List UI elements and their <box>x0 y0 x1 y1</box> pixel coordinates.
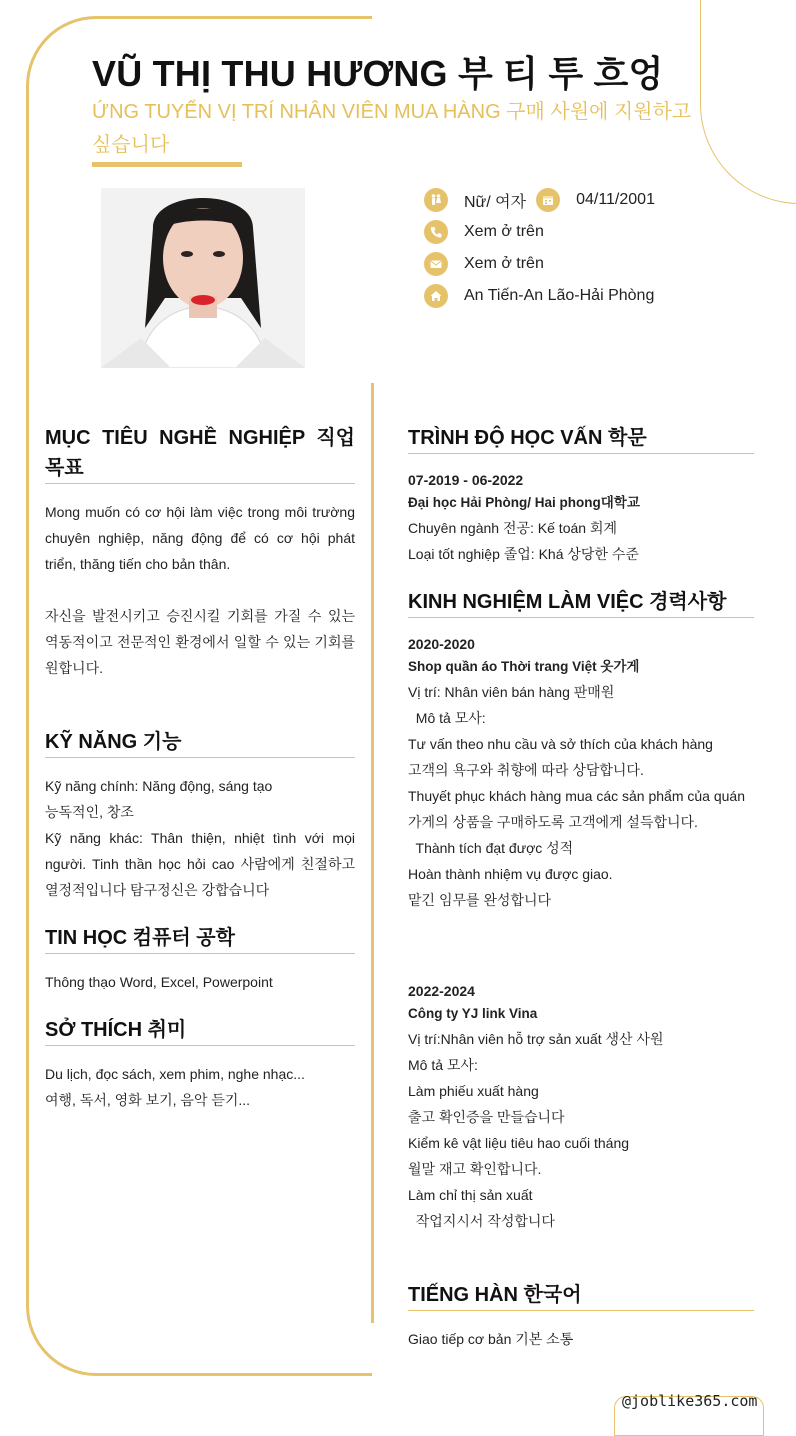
job2-line: 작업지시서 작성합니다 <box>408 1213 555 1229</box>
phone-icon <box>424 220 448 244</box>
it-text: Thông thạo Word, Excel, Powerpoint <box>45 974 273 990</box>
job2-line: 월말 재고 확인합니다. <box>408 1161 542 1177</box>
decorative-corner-top-right <box>700 0 796 204</box>
job1-line: Mô tả 모사: <box>408 710 486 726</box>
address-row <box>424 284 654 308</box>
job2-date: 2022-2024 <box>408 983 475 999</box>
address-value: An Tiến-An Lão-Hải Phòng <box>464 287 655 304</box>
job2-company: Công ty YJ link Vina <box>408 1006 538 1021</box>
skills-other: Kỹ năng khác: Thân thiện, nhiệt tình với mọi người. Tinh thần học hỏi cao 사람에게 친절하고 열정적입니다 탐구정신은 강합습니다 <box>45 830 355 898</box>
objective-text-ko: 자신을 발전시키고 승진시킬 기회를 가질 수 있는 역동적이고 전문적인 환경에서 일할 수 있는 기회를 원합니다. <box>45 608 355 676</box>
gender-value: Nữ/ 여자 <box>464 193 527 211</box>
email-row <box>424 252 544 276</box>
job2-description <box>408 1026 754 1234</box>
job1-line: Hoàn thành nhiệm vụ được giao. <box>408 866 613 882</box>
education-rule <box>408 453 754 454</box>
hobbies-rule <box>45 1045 355 1046</box>
job1-line: Tư vấn theo nhu cầu và sở thích của khách hàng <box>408 736 713 752</box>
objective-rule <box>45 483 355 484</box>
gender-icon <box>424 188 448 212</box>
skills-title: KỸ NĂNG 기능 <box>45 731 182 753</box>
calendar-icon <box>536 188 560 212</box>
education-date: 07-2019 - 06-2022 <box>408 472 524 488</box>
column-divider <box>371 383 374 1323</box>
home-icon <box>424 284 448 308</box>
objective-title: MỤC TIÊU NGHỀ NGHIỆP 직업 목표 <box>45 427 355 479</box>
objective-text-vi: Mong muốn có cơ hội làm việc trong môi trường chuyên nghiệp, năng động để có cơ hội phát triển, thăng tiến cho bản thân. <box>45 504 355 572</box>
skills-main-ko: 능독적인, 창조 <box>45 804 134 820</box>
gender-dob-row <box>424 188 655 212</box>
profile-photo <box>101 188 305 368</box>
job1-line: Vị trí: Nhân viên bán hàng 판매원 <box>408 684 615 700</box>
skills-rule <box>45 757 355 758</box>
job1-description <box>408 679 754 913</box>
education-title: TRÌNH ĐỘ HỌC VẤN 학문 <box>408 427 647 449</box>
it-title: TIN HỌC 컴퓨터 공학 <box>45 927 235 949</box>
education-major: Chuyên ngành 전공: Kế toán 회계 <box>408 520 617 536</box>
email-icon <box>424 252 448 276</box>
job1-line: Thành tích đạt được 성적 <box>408 840 574 856</box>
korean-rule <box>408 1310 754 1311</box>
hobbies-ko: 여행, 독서, 영화 보기, 음악 듣기... <box>45 1092 251 1108</box>
applied-position: ỨNG TUYỂN VỊ TRÍ NHÂN VIÊN MUA HÀNG 구매 사원에 지원하고 싶습니다 <box>92 101 692 156</box>
phone-value: Xem ở trên <box>464 223 544 240</box>
experience-rule <box>408 617 754 618</box>
korean-title: TIẾNG HÀN 한국어 <box>408 1284 582 1306</box>
job1-line: Thuyết phục khách hàng mua các sản phẩm của quán <box>408 788 745 804</box>
job1-date: 2020-2020 <box>408 636 475 652</box>
experience-title: KINH NGHIỆM LÀM VIỆC 경력사항 <box>408 591 727 613</box>
job1-line: 가게의 상품을 구매하도록 고객에게 설득합니다. <box>408 814 698 830</box>
job1-line: 맡긴 임무를 완성합니다 <box>408 892 552 908</box>
education-grade: Loại tốt nghiệp 졸업: Khá 상당한 수준 <box>408 546 639 562</box>
job2-line: Kiểm kê vật liệu tiêu hao cuối tháng <box>408 1135 630 1151</box>
email-value: Xem ở trên <box>464 255 544 272</box>
job2-line: Làm chỉ thị sản xuất <box>408 1187 533 1203</box>
job1-company: Shop quần áo Thời trang Việt 옷가게 <box>408 659 640 674</box>
job2-line: Vị trí:Nhân viên hỗ trợ sản xuất 생산 사원 <box>408 1031 664 1047</box>
hobbies-vi: Du lịch, đọc sách, xem phim, nghe nhạc... <box>45 1066 305 1082</box>
candidate-name: VŨ THỊ THU HƯƠNG 부 티 투 흐엉 <box>92 53 664 94</box>
job1-line: 고객의 욕구와 취향에 따라 상담합니다. <box>408 762 644 778</box>
korean-text: Giao tiếp cơ bản 기본 소통 <box>408 1331 574 1347</box>
watermark: @joblike365.com <box>622 1392 758 1410</box>
phone-row <box>424 220 544 244</box>
job2-line: Làm phiếu xuất hàng <box>408 1083 539 1099</box>
job2-line: 출고 확인증을 만들습니다 <box>408 1109 565 1125</box>
education-school: Đại học Hải Phòng/ Hai phong대학교 <box>408 495 640 510</box>
skills-main-vi: Kỹ năng chính: Năng động, sáng tạo <box>45 778 273 794</box>
title-underline <box>92 162 242 167</box>
job2-line: Mô tả 모사: <box>408 1057 478 1073</box>
it-rule <box>45 953 355 954</box>
dob-value: 04/11/2001 <box>576 191 655 208</box>
hobbies-title: SỞ THÍCH 취미 <box>45 1019 187 1041</box>
